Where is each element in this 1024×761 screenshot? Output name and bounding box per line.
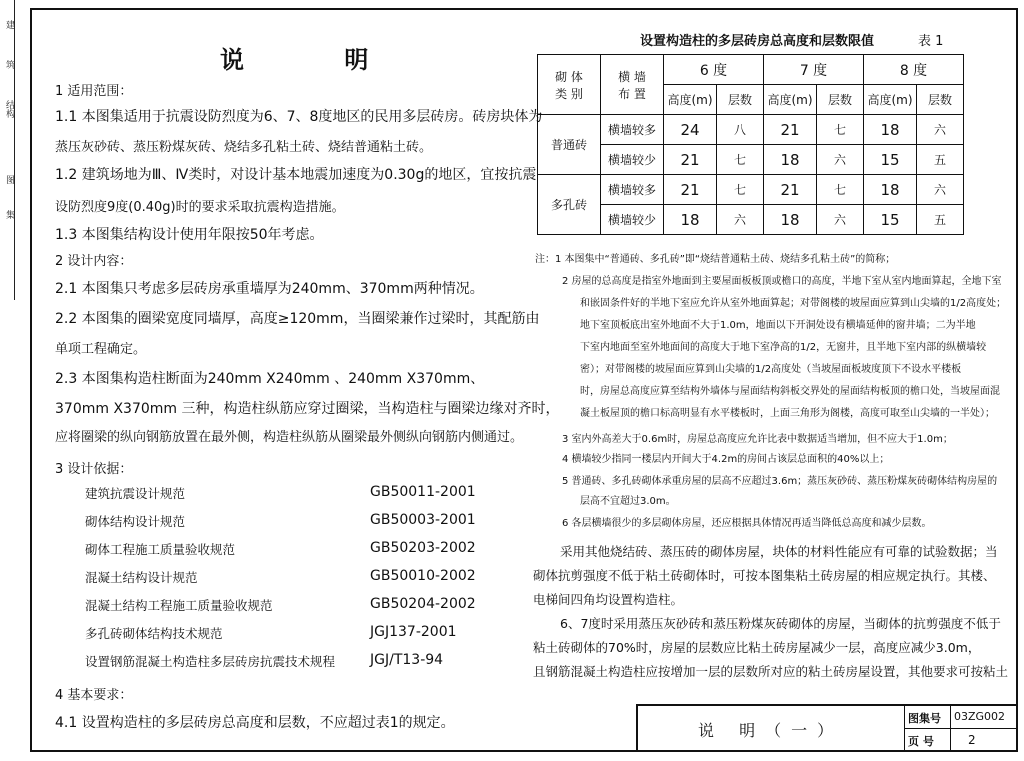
atlas-number-label: 图集号: [908, 712, 941, 725]
atlas-number: 03ZG002: [954, 710, 1006, 723]
section-1-heading: 1 适用范围：: [55, 84, 133, 99]
value-cell: 六: [817, 205, 864, 235]
standard-code: JGJ137-2001: [370, 624, 457, 640]
spine-text-1: 建: [4, 20, 14, 29]
wall-cell: 横墙较多: [601, 175, 664, 205]
title-block-divider: [904, 728, 1018, 729]
note-line: 密）；对带阁楼的坡屋面应算到山尖墙的1/2高度处（当坡屋面板坡度顶下不设水平楼板: [580, 364, 962, 375]
title-block-divider: [904, 706, 905, 752]
clause-2-3-line-2: 370mm X370mm 三种，构造柱纵筋应穿过圈梁，当构造柱与圈梁边缘对齐时，: [55, 401, 560, 417]
note-line: 和嵌固条件好的半地下室应允许从室外地面算起；对带阁楼的坡屋面应算到山尖墙的1/2高度处；: [580, 298, 1007, 309]
standard-code: GB50204-2002: [370, 596, 476, 612]
sheet-name: 说 明（一）: [698, 721, 844, 740]
wall-cell: 横墙较多: [601, 115, 664, 145]
page-title: 说 明: [220, 46, 415, 74]
value-cell: 18: [764, 145, 817, 175]
para-line: 采用其他烧结砖、蒸压砖的砌体房屋，块体的材料性能应有可靠的试验数据；当: [560, 544, 998, 559]
standard-name: 混凝土结构设计规范: [85, 570, 198, 585]
value-cell: 18: [664, 205, 717, 235]
note-line: 5 普通砖、多孔砖砌体承重房屋的层高不应超过3.6m；蒸压灰砂砖、蒸压粉煤灰砖砌体结构房屋的: [562, 476, 998, 487]
spine-text-2: 筑: [4, 60, 14, 69]
section-3-heading: 3 设计依据：: [55, 462, 133, 477]
note-line: 凝土板屋顶的檐口标高明显有水平楼板时，上面三角形为阁楼，高度可取至山尖墙的一半处）；: [580, 408, 995, 419]
wall-cell: 横墙较少: [601, 205, 664, 235]
para-line: 6、7度时采用蒸压灰砂砖和蒸压粉煤灰砖砌体的房屋，当砌体的抗剪强度不低于: [560, 616, 1001, 631]
subheader-floors: 层数: [917, 85, 964, 115]
clause-2-3-line-3: 应将圈梁的纵向钢筋放置在最外侧，构造柱纵筋从圈梁最外侧纵向钢筋内侧通过。: [55, 430, 524, 445]
clause-1-1-line-1: 1.1 本图集适用于抗震设防烈度为6、7、8度地区的民用多层砖房。砖房块体为: [55, 109, 543, 125]
page-number: 2: [968, 733, 976, 747]
value-cell: 七: [817, 175, 864, 205]
clause-2-2-line-2: 单项工程确定。: [55, 342, 147, 357]
spine-text-4: 图: [4, 175, 14, 184]
para-line: 电梯间四角均设置构造柱。: [533, 592, 684, 607]
subheader-floors: 层数: [717, 85, 764, 115]
subheader-floors: 层数: [817, 85, 864, 115]
subheader-height: 高度(m): [664, 85, 717, 115]
subheader-height: 高度(m): [864, 85, 917, 115]
para-line: 且钢筋混凝土构造柱应按增加一层的层数所对应的粘土砖房屋设置，其他要求可按粘土: [533, 664, 1009, 679]
standard-name: 砌体结构设计规范: [85, 514, 186, 529]
title-block: [636, 704, 1016, 752]
note-line: 层高不宜超过3.0m。: [580, 496, 676, 507]
spine-text-3: 结构: [4, 100, 14, 118]
clause-1-1-line-2: 蒸压灰砂砖、蒸压粉煤灰砖、烧结多孔粘土砖、烧结普通粘土砖。: [55, 140, 433, 155]
material-cell: 多孔砖: [538, 175, 601, 235]
spine-line: [14, 0, 15, 300]
note-line: 地下室顶板底出室外地面不大于1.0m，地面以下开洞处设有横墙延伸的窗井墙；二为半地: [580, 320, 976, 331]
title-block-divider: [950, 706, 951, 752]
note-line: 4 横墙较少指同一楼层内开间大于4.2m的房间占该层总面积的40%以上；: [562, 454, 890, 465]
page-number-label: 页 号: [908, 735, 934, 748]
note-line: 时，房屋总高度应算至结构外墙体与屋面结构斜板交界处的屋面结构板顶的檐口处，当坡屋面混: [580, 386, 1000, 397]
note-line: 6 各层横墙很少的多层砌体房屋，还应根据具体情况再适当降低总高度和减少层数。: [562, 518, 932, 529]
value-cell: 五: [917, 205, 964, 235]
spine-text-5: 集: [4, 210, 14, 219]
standard-code: JGJ/T13-94: [370, 652, 444, 668]
standard-code: GB50003-2001: [370, 512, 476, 528]
clause-1-2-line-1: 1.2 建筑场地为Ⅲ、Ⅳ类时，对设计基本地震加速度为0.30g的地区，宜按抗震: [55, 167, 537, 183]
value-cell: 六: [917, 175, 964, 205]
subheader-height: 高度(m): [764, 85, 817, 115]
wall-cell: 横墙较少: [601, 145, 664, 175]
clause-1-2-line-2: 设防烈度9度(0.40g)时的要求采取抗震构造措施。: [55, 200, 345, 215]
value-cell: 21: [664, 175, 717, 205]
table-row: [538, 205, 964, 235]
standard-name: 砌体工程施工质量验收规范: [85, 542, 236, 557]
value-cell: 六: [817, 145, 864, 175]
value-cell: 15: [864, 205, 917, 235]
section-4-heading: 4 基本要求：: [55, 688, 133, 703]
binding-spine: [0, 0, 30, 761]
table-row: [538, 115, 964, 145]
value-cell: 六: [917, 115, 964, 145]
note-line: 注：1 本图集中“普通砖、多孔砖”即“烧结普通粘土砖、烧结多孔粘土砖”的简称；: [535, 254, 896, 265]
value-cell: 18: [764, 205, 817, 235]
value-cell: 21: [764, 115, 817, 145]
table-row: [538, 145, 964, 175]
para-line: 砌体抗剪强度不低于粘土砖砌体时，可按本图集粘土砖房屋的相应规定执行。其楼、: [533, 568, 996, 583]
table-1-number: 表 1: [918, 34, 944, 49]
value-cell: 七: [817, 115, 864, 145]
clause-2-1: 2.1 本图集只考虑多层砖房承重墙厚为240mm、370mm两种情况。: [55, 281, 484, 297]
standard-code: GB50010-2002: [370, 568, 476, 584]
section-2-heading: 2 设计内容：: [55, 254, 133, 269]
header-degree-6: 6 度: [664, 55, 764, 85]
note-line: 下室内地面至室外地面间的高度大于地下室净高的1/2，无窗井，且半地下室内部的纵横墙较: [580, 342, 987, 353]
value-cell: 21: [664, 145, 717, 175]
table-1-title: 设置构造柱的多层砖房总高度和层数限值: [640, 34, 875, 49]
value-cell: 七: [717, 175, 764, 205]
material-cell: 普通砖: [538, 115, 601, 175]
standard-code: GB50011-2001: [370, 484, 476, 500]
clause-2-3-line-1: 2.3 本图集构造柱断面为240mm X240mm 、240mm X370mm、: [55, 371, 485, 387]
standard-name: 混凝土结构工程施工质量验收规范: [85, 598, 273, 613]
value-cell: 八: [717, 115, 764, 145]
standard-code: GB50203-2002: [370, 540, 476, 556]
note-line: 2 房屋的总高度是指室外地面到主要屋面板板顶或檐口的高度，半地下室从室内地面算起，全地下室: [562, 276, 1002, 287]
header-degree-7: 7 度: [764, 55, 864, 85]
standard-name: 设置钢筋混凝土构造柱多层砖房抗震技术规程: [85, 654, 336, 669]
note-line: 3 室内外高差大于0.6m时，房屋总高度应允许比表中数据适当增加，但不应大于1.0m；: [562, 434, 953, 445]
value-cell: 18: [864, 175, 917, 205]
header-material: 砌 体 类 别: [538, 55, 601, 115]
value-cell: 15: [864, 145, 917, 175]
height-floors-table: [537, 54, 964, 235]
table-row: [538, 175, 964, 205]
para-line: 粘土砖砌体的70%时，房屋的层数应比粘土砖房屋减少一层，高度应减少3.0m，: [533, 640, 981, 655]
value-cell: 五: [917, 145, 964, 175]
clause-1-3: 1.3 本图集结构设计使用年限按50年考虑。: [55, 227, 324, 243]
value-cell: 七: [717, 145, 764, 175]
standard-name: 建筑抗震设计规范: [85, 486, 186, 501]
standard-name: 多孔砖砌体结构技术规范: [85, 626, 223, 641]
header-wall-layout: 横 墙 布 置: [601, 55, 664, 115]
value-cell: 24: [664, 115, 717, 145]
value-cell: 21: [764, 175, 817, 205]
clause-2-2-line-1: 2.2 本图集的圈梁宽度同墙厚，高度≥120mm，当圈梁兼作过梁时，其配筋由: [55, 311, 540, 327]
clause-4-1: 4.1 设置构造柱的多层砖房总高度和层数，不应超过表1的规定。: [55, 715, 455, 731]
value-cell: 18: [864, 115, 917, 145]
header-degree-8: 8 度: [864, 55, 964, 85]
value-cell: 六: [717, 205, 764, 235]
